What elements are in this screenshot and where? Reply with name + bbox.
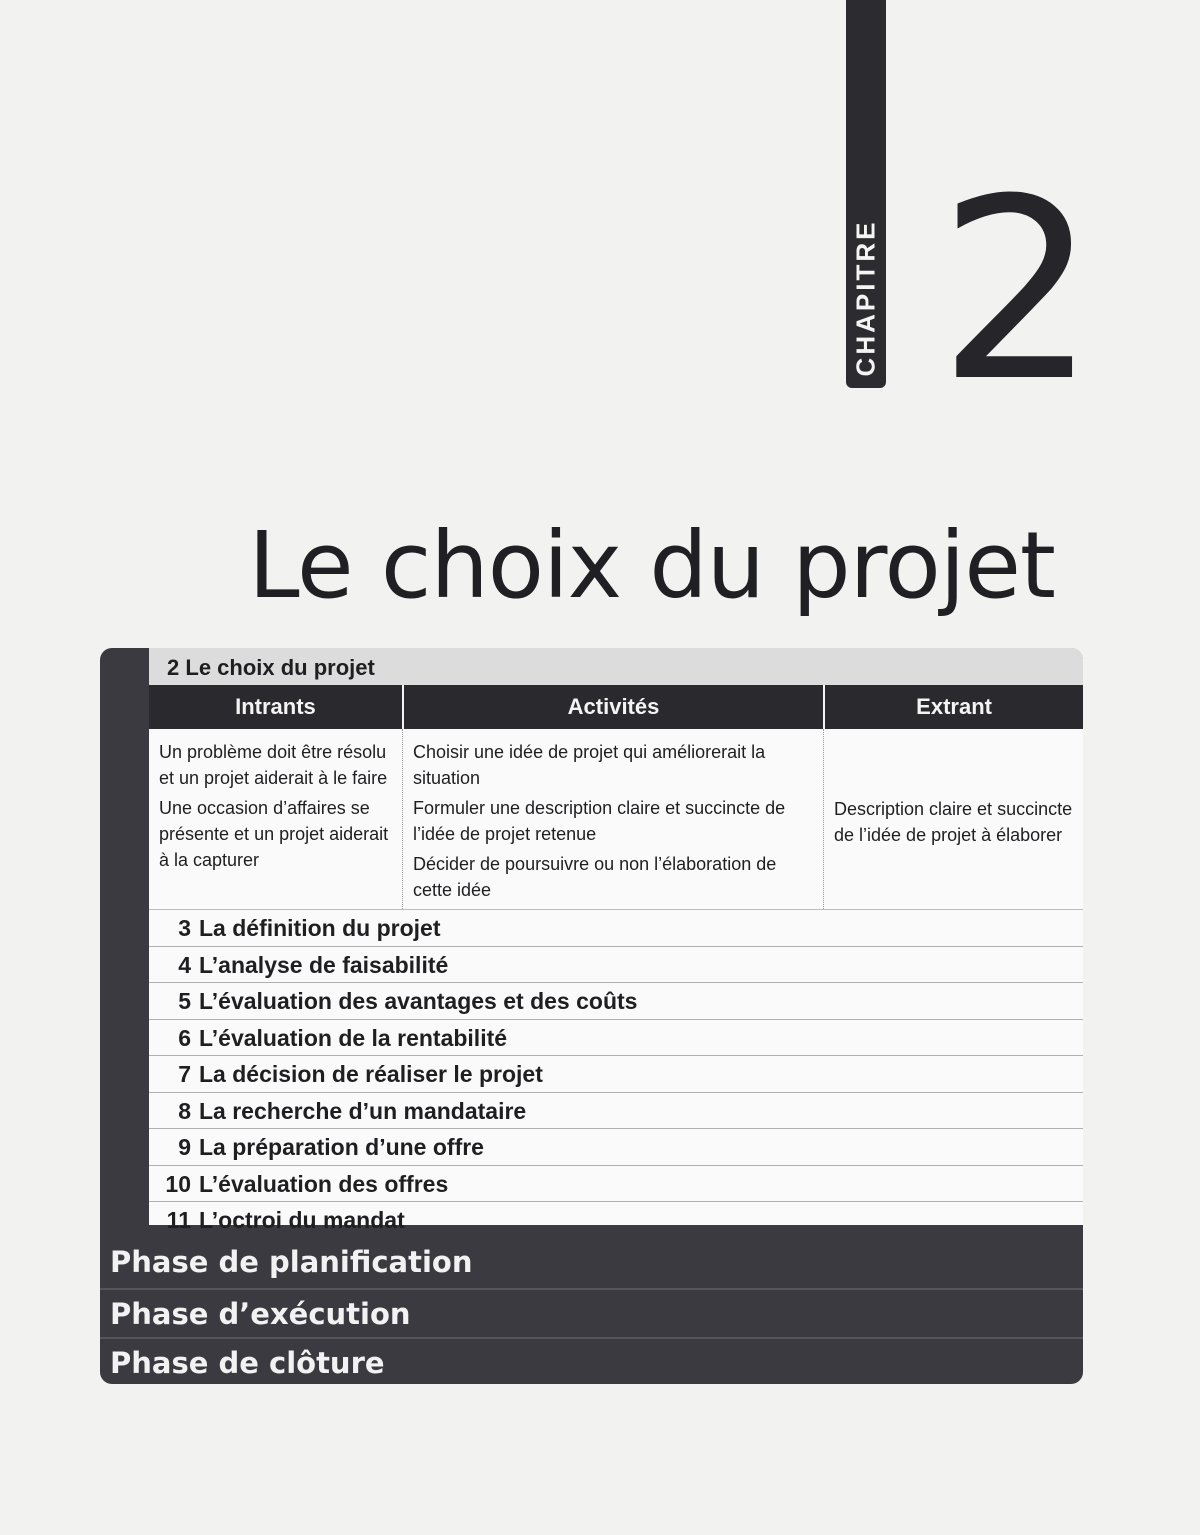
step-number: 9	[178, 1134, 191, 1160]
process-diagram	[100, 648, 1083, 1384]
step-row	[149, 1020, 1083, 1057]
current-step-title: Le choix du projet	[185, 655, 375, 680]
step-row	[149, 1056, 1083, 1093]
step-number: 3	[178, 915, 191, 941]
step-row	[149, 983, 1083, 1020]
step-title: La préparation d’une offre	[199, 1134, 484, 1160]
step-row	[149, 1202, 1083, 1238]
step-title: La recherche d’un mandataire	[199, 1097, 527, 1124]
phase-cloture: Phase de clôture	[100, 1337, 1083, 1384]
step-title: L’évaluation de la rentabilité	[199, 1024, 508, 1051]
activite-item: Choisir une idée de projet qui améliorerait la situation	[413, 742, 766, 788]
step-number: 7	[178, 1061, 191, 1087]
step-row	[149, 1093, 1083, 1130]
elaboration-phase-content	[149, 648, 1083, 1233]
step-title: L’octroi du mandat	[199, 1207, 405, 1233]
step-details	[149, 729, 1083, 910]
phase-execution: Phase d’exécution	[100, 1288, 1083, 1336]
step-title: La définition du projet	[199, 915, 441, 941]
column-header-intrants: Intrants	[149, 685, 404, 729]
step-number: 4	[178, 951, 191, 978]
activites-cell	[403, 729, 824, 909]
activite-item: Formuler une description claire et succincte de l’idée de projet retenue	[413, 798, 786, 844]
phase-planification: Phase de planification	[110, 1245, 473, 1279]
step-number: 8	[178, 1097, 191, 1124]
column-header-extrant: Extrant	[916, 694, 992, 719]
extrant-cell	[824, 729, 1083, 909]
extrant-text: Description claire et succincte de l’idée de projet à élaborer	[834, 799, 1073, 845]
column-header-activites: Activités	[404, 685, 825, 729]
intrant-item: Une occasion d’affaires se présente et un projet aiderait à la capturer	[159, 798, 389, 870]
step-number: 6	[178, 1024, 191, 1051]
step-list	[149, 910, 1083, 1238]
current-step-number: 2	[167, 655, 180, 680]
step-row	[149, 947, 1083, 984]
step-title: L’évaluation des offres	[199, 1170, 449, 1197]
step-row	[149, 910, 1083, 947]
step-number: 10	[165, 1170, 191, 1197]
step-row	[149, 1166, 1083, 1203]
step-number: 5	[178, 988, 191, 1014]
chapter-title: Le choix du projet	[248, 512, 1055, 619]
intrants-cell	[149, 729, 403, 909]
step-title: L’analyse de faisabilité	[199, 951, 449, 978]
current-step-header	[149, 648, 1083, 685]
step-number: 11	[166, 1207, 191, 1233]
column-headers	[149, 685, 1083, 729]
step-title: La décision de réaliser le projet	[199, 1061, 543, 1087]
step-title: L’évaluation des avantages et des coûts	[199, 988, 638, 1014]
chapter-label: CHAPITRE	[850, 219, 881, 377]
phase-elaboration-label: Phase d’élaboration	[8, 779, 42, 1109]
step-row	[149, 1129, 1083, 1166]
intrant-item: Un problème doit être résolu et un projet aiderait à le faire	[159, 742, 388, 788]
chapter-number: 2	[938, 145, 1098, 436]
activite-item: Décider de poursuivre ou non l’élaboration de cette idée	[413, 854, 777, 900]
